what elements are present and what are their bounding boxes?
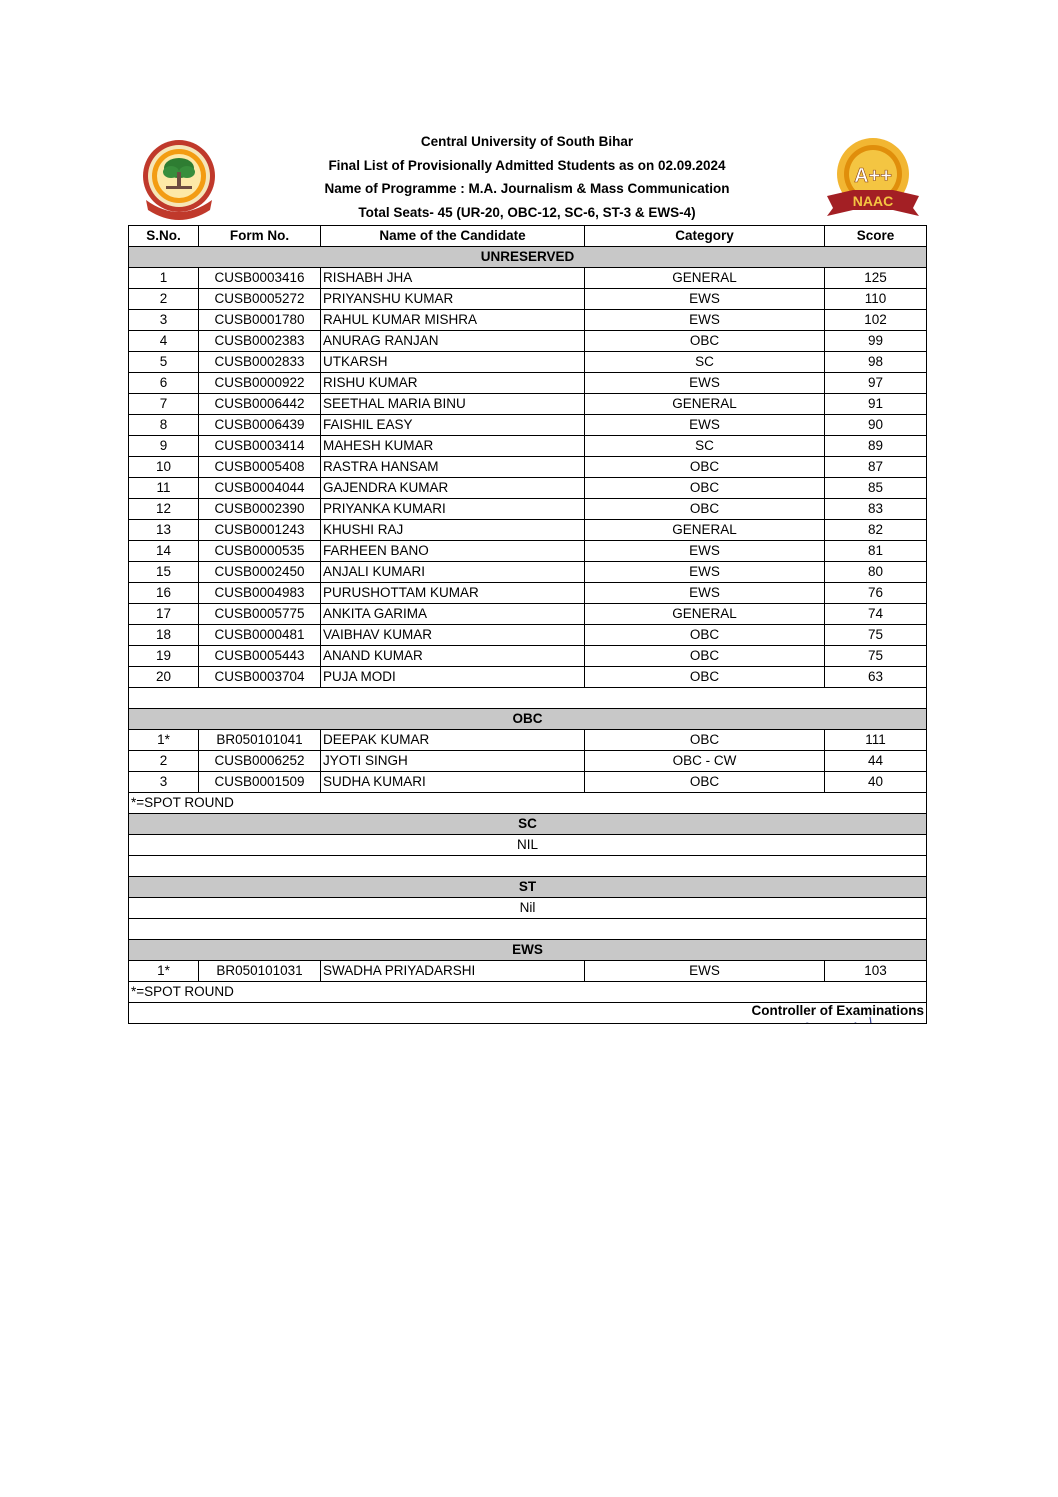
cell-form-no: CUSB0002833 bbox=[199, 352, 321, 373]
cell-category: OBC bbox=[585, 457, 825, 478]
cell-category: EWS bbox=[585, 583, 825, 604]
cell-score: 63 bbox=[825, 667, 927, 688]
cell-category: EWS bbox=[585, 373, 825, 394]
cell-score: 102 bbox=[825, 310, 927, 331]
section-header-sc: SC bbox=[129, 814, 927, 835]
cell-form-no: CUSB0005775 bbox=[199, 604, 321, 625]
cell-score: 75 bbox=[825, 625, 927, 646]
cell-category: OBC bbox=[585, 646, 825, 667]
table-row bbox=[129, 667, 927, 688]
cell-sno: 19 bbox=[129, 646, 199, 667]
cell-candidate-name: FARHEEN BANO bbox=[321, 541, 585, 562]
university-seal-logo bbox=[140, 138, 218, 220]
cell-form-no: CUSB0000535 bbox=[199, 541, 321, 562]
cell-candidate-name: MAHESH KUMAR bbox=[321, 436, 585, 457]
cell-sno: 3 bbox=[129, 772, 199, 793]
cell-candidate-name: ANURAG RANJAN bbox=[321, 331, 585, 352]
university-name: Central University of South Bihar bbox=[420, 134, 634, 149]
cell-form-no: CUSB0000922 bbox=[199, 373, 321, 394]
cell-candidate-name: RISHU KUMAR bbox=[321, 373, 585, 394]
cell-form-no: CUSB0005443 bbox=[199, 646, 321, 667]
col-header-score: Score bbox=[825, 226, 927, 247]
cell-form-no: CUSB0001780 bbox=[199, 310, 321, 331]
cell-sno: 1* bbox=[129, 961, 199, 982]
signature-row bbox=[129, 1003, 927, 1024]
section-header-obc: OBC bbox=[129, 709, 927, 730]
cell-sno: 13 bbox=[129, 520, 199, 541]
cell-sno: 15 bbox=[129, 562, 199, 583]
table-row bbox=[129, 562, 927, 583]
cell-category: GENERAL bbox=[585, 520, 825, 541]
cell-score: 76 bbox=[825, 583, 927, 604]
sc-value-row: NIL bbox=[129, 835, 927, 856]
blank-row bbox=[129, 919, 927, 940]
cell-form-no: CUSB0002450 bbox=[199, 562, 321, 583]
cell-sno: 20 bbox=[129, 667, 199, 688]
cell-category: OBC bbox=[585, 667, 825, 688]
table-row bbox=[129, 289, 927, 310]
cell-form-no: CUSB0003416 bbox=[199, 268, 321, 289]
cell-score: 90 bbox=[825, 415, 927, 436]
cell-form-no: BR050101041 bbox=[199, 730, 321, 751]
table-row bbox=[129, 772, 927, 793]
section-header-ews: EWS bbox=[129, 940, 927, 961]
cell-candidate-name: ANJALI KUMARI bbox=[321, 562, 585, 583]
cell-category: SC bbox=[585, 436, 825, 457]
cell-sno: 14 bbox=[129, 541, 199, 562]
cell-candidate-name: RASTRA HANSAM bbox=[321, 457, 585, 478]
cell-category: OBC bbox=[585, 730, 825, 751]
naac-grade: A++ bbox=[854, 165, 892, 187]
cell-candidate-name: KHUSHI RAJ bbox=[321, 520, 585, 541]
table-row bbox=[129, 331, 927, 352]
cell-sno: 17 bbox=[129, 604, 199, 625]
cell-form-no: CUSB0006442 bbox=[199, 394, 321, 415]
cell-form-no: CUSB0002383 bbox=[199, 331, 321, 352]
cell-score: 74 bbox=[825, 604, 927, 625]
cell-sno: 3 bbox=[129, 310, 199, 331]
cell-sno: 8 bbox=[129, 415, 199, 436]
cell-candidate-name: RAHUL KUMAR MISHRA bbox=[321, 310, 585, 331]
cell-sno: 16 bbox=[129, 583, 199, 604]
section-header-unreserved: UNRESERVED bbox=[129, 247, 927, 268]
cell-score: 44 bbox=[825, 751, 927, 772]
col-header-form-no: Form No. bbox=[199, 226, 321, 247]
cell-category: EWS bbox=[585, 961, 825, 982]
cell-score: 83 bbox=[825, 499, 927, 520]
naac-label: NAAC bbox=[852, 193, 894, 209]
cell-score: 87 bbox=[825, 457, 927, 478]
cell-form-no: CUSB0005272 bbox=[199, 289, 321, 310]
cell-category: OBC bbox=[585, 331, 825, 352]
cell-candidate-name: GAJENDRA KUMAR bbox=[321, 478, 585, 499]
cell-candidate-name: DEEPAK KUMAR bbox=[321, 730, 585, 751]
cell-form-no: CUSB0004044 bbox=[199, 478, 321, 499]
cell-form-no: CUSB0000481 bbox=[199, 625, 321, 646]
table-row bbox=[129, 478, 927, 499]
cell-candidate-name: FAISHIL EASY bbox=[321, 415, 585, 436]
table-row bbox=[129, 436, 927, 457]
total-seats: Total Seats- 45 (UR-20, OBC-12, SC-6, ST-3 & EWS-4) bbox=[358, 204, 696, 220]
cell-score: 99 bbox=[825, 331, 927, 352]
document-header bbox=[128, 130, 926, 224]
controller-of-examinations: Controller of Examinations bbox=[751, 1003, 924, 1018]
cell-sno: 1 bbox=[129, 268, 199, 289]
cell-sno: 6 bbox=[129, 373, 199, 394]
cell-candidate-name: PRIYANKA KUMARI bbox=[321, 499, 585, 520]
cell-score: 82 bbox=[825, 520, 927, 541]
table-row bbox=[129, 394, 927, 415]
cell-form-no: BR050101031 bbox=[199, 961, 321, 982]
table-row bbox=[129, 520, 927, 541]
cell-candidate-name: SUDHA KUMARI bbox=[321, 772, 585, 793]
cell-sno: 5 bbox=[129, 352, 199, 373]
cell-sno: 18 bbox=[129, 625, 199, 646]
cell-sno: 7 bbox=[129, 394, 199, 415]
cell-score: 80 bbox=[825, 562, 927, 583]
table-row bbox=[129, 415, 927, 436]
cell-sno: 11 bbox=[129, 478, 199, 499]
cell-candidate-name: UTKARSH bbox=[321, 352, 585, 373]
section-header-st: ST bbox=[129, 877, 927, 898]
cell-candidate-name: ANKITA GARIMA bbox=[321, 604, 585, 625]
table-row bbox=[129, 730, 927, 751]
cell-score: 85 bbox=[825, 478, 927, 499]
cell-sno: 10 bbox=[129, 457, 199, 478]
cell-form-no: CUSB0001509 bbox=[199, 772, 321, 793]
cell-candidate-name: SEETHAL MARIA BINU bbox=[321, 394, 585, 415]
cell-sno: 12 bbox=[129, 499, 199, 520]
cell-score: 111 bbox=[825, 730, 927, 751]
cell-candidate-name: ANAND KUMAR bbox=[321, 646, 585, 667]
admission-list-table bbox=[128, 225, 927, 1024]
cell-category: EWS bbox=[585, 541, 825, 562]
cell-form-no: CUSB0001243 bbox=[199, 520, 321, 541]
cell-score: 125 bbox=[825, 268, 927, 289]
cell-form-no: CUSB0006439 bbox=[199, 415, 321, 436]
table-row bbox=[129, 499, 927, 520]
cell-sno: 4 bbox=[129, 331, 199, 352]
header-text bbox=[128, 130, 926, 224]
table-row bbox=[129, 541, 927, 562]
cell-form-no: CUSB0003704 bbox=[199, 667, 321, 688]
cell-score: 97 bbox=[825, 373, 927, 394]
cell-candidate-name: VAIBHAV KUMAR bbox=[321, 625, 585, 646]
cell-candidate-name: SWADHA PRIYADARSHI bbox=[321, 961, 585, 982]
table-header-row bbox=[129, 226, 927, 247]
cell-category: OBC bbox=[585, 499, 825, 520]
cell-score: 110 bbox=[825, 289, 927, 310]
cell-form-no: CUSB0004983 bbox=[199, 583, 321, 604]
cell-sno: 2 bbox=[129, 289, 199, 310]
cell-score: 40 bbox=[825, 772, 927, 793]
table-row bbox=[129, 961, 927, 982]
cell-form-no: CUSB0003414 bbox=[199, 436, 321, 457]
cell-category: EWS bbox=[585, 310, 825, 331]
cell-category: OBC - CW bbox=[585, 751, 825, 772]
cell-score: 89 bbox=[825, 436, 927, 457]
blank-row bbox=[129, 688, 927, 709]
cell-sno: 1* bbox=[129, 730, 199, 751]
programme-name: Name of Programme : M.A. Journalism & Mass Communication bbox=[324, 181, 730, 196]
cell-category: EWS bbox=[585, 289, 825, 310]
table-row bbox=[129, 583, 927, 604]
cell-score: 103 bbox=[825, 961, 927, 982]
cell-category: SC bbox=[585, 352, 825, 373]
cell-candidate-name: PURUSHOTTAM KUMAR bbox=[321, 583, 585, 604]
table-row bbox=[129, 373, 927, 394]
cell-category: GENERAL bbox=[585, 268, 825, 289]
col-header-sno: S.No. bbox=[129, 226, 199, 247]
table-row bbox=[129, 310, 927, 331]
cell-score: 75 bbox=[825, 646, 927, 667]
cell-score: 98 bbox=[825, 352, 927, 373]
naac-badge-logo bbox=[823, 134, 923, 222]
table-row bbox=[129, 457, 927, 478]
table-row bbox=[129, 751, 927, 772]
cell-score: 81 bbox=[825, 541, 927, 562]
cell-form-no: CUSB0002390 bbox=[199, 499, 321, 520]
cell-category: GENERAL bbox=[585, 604, 825, 625]
list-title: Final List of Provisionally Admitted Students as on 02.09.2024 bbox=[328, 157, 726, 173]
cell-category: OBC bbox=[585, 625, 825, 646]
cell-sno: 9 bbox=[129, 436, 199, 457]
table-row bbox=[129, 646, 927, 667]
cell-form-no: CUSB0006252 bbox=[199, 751, 321, 772]
spot-round-note-ews: *=SPOT ROUND bbox=[129, 982, 927, 1003]
table-row bbox=[129, 268, 927, 289]
cell-category: EWS bbox=[585, 562, 825, 583]
st-value-row: Nil bbox=[129, 898, 927, 919]
cell-candidate-name: JYOTI SINGH bbox=[321, 751, 585, 772]
cell-category: GENERAL bbox=[585, 394, 825, 415]
spot-round-note-obc: *=SPOT ROUND bbox=[129, 793, 927, 814]
col-header-name: Name of the Candidate bbox=[321, 226, 585, 247]
cell-score: 91 bbox=[825, 394, 927, 415]
blank-row bbox=[129, 856, 927, 877]
cell-sno: 2 bbox=[129, 751, 199, 772]
cell-form-no: CUSB0005408 bbox=[199, 457, 321, 478]
cell-candidate-name: PUJA MODI bbox=[321, 667, 585, 688]
col-header-category: Category bbox=[585, 226, 825, 247]
table-row bbox=[129, 352, 927, 373]
table-row bbox=[129, 604, 927, 625]
cell-category: OBC bbox=[585, 772, 825, 793]
cell-category: OBC bbox=[585, 478, 825, 499]
cell-category: EWS bbox=[585, 415, 825, 436]
cell-candidate-name: PRIYANSHU KUMAR bbox=[321, 289, 585, 310]
cell-candidate-name: RISHABH JHA bbox=[321, 268, 585, 289]
table-row bbox=[129, 625, 927, 646]
